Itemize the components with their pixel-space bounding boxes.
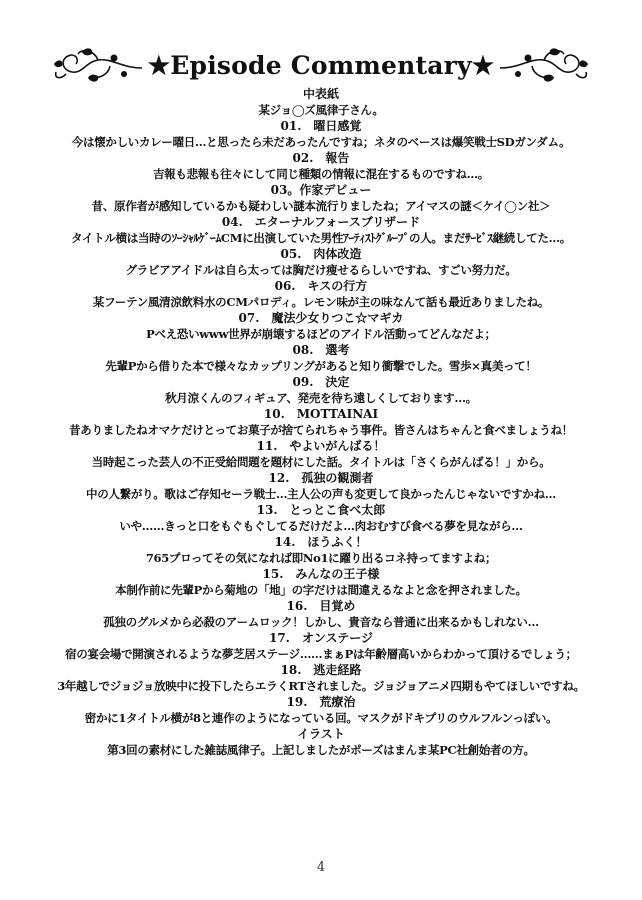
entry-heading: 18. 逃走経路 [280, 663, 362, 677]
entry-heading: 13. とっとこ食べ太郎 [256, 503, 386, 517]
entry-heading: 02. 報告 [292, 151, 350, 165]
page-header [0, 40, 642, 90]
entry-heading: 17. オンステージ [268, 631, 374, 645]
entry-heading: 14. ほうふく！ [274, 535, 368, 549]
entry-text: いや……きっと口をもぐもぐしてるだけだよ…肉おむすび食べる夢を見ながら… [119, 519, 523, 533]
entry-heading: 19. 荒療治 [286, 695, 356, 709]
entry-heading: 04. エターナルフォースブリザード [221, 215, 421, 229]
entry-text: 本制作前に先輩Pから菊地の「地」の字だけは間違えるなよと念を押されました。 [115, 583, 527, 597]
entry-text: 中の人繋がり。歌はご存知セーラ戦士…主人公の声も変更して良かったんじゃないですかね… [86, 487, 556, 501]
entry-heading: 05. 肉体改造 [280, 247, 362, 261]
entry-heading: 06. キスの行方 [274, 279, 368, 293]
entry-text: 孤独のグルメから必殺のアームロック！しかし、貴音なら普通に出来るかもしれない… [103, 615, 539, 629]
entry-heading: 07. 魔法少女りつこ☆マギカ [238, 311, 404, 325]
entry-heading: 10. MOTTAINAI [263, 407, 379, 421]
entry-text: 某ジョ◯ズ風律子さん。 [258, 103, 384, 117]
entry-text: 密かに1タイトル横が8と連作のようになっている回。マスクがドキプリのウルフルンっぽい。 [84, 711, 558, 725]
floral-scroll-icon [52, 44, 144, 86]
entry-heading: 中表紙 [302, 87, 339, 101]
entry-heading: 09. 決定 [292, 375, 350, 389]
entry-text: 765プロってその気になれば即No1に躍り出るコネ持ってますよね； [145, 551, 497, 565]
entry-text: 昔、原作者が感知しているかも疑わしい謎本流行りましたね；アイマスの謎＜ケイ◯ン社＞ [91, 199, 551, 213]
entry-text: 当時起こった芸人の不正受給問題を題材にした話。タイトルは「さくらがんばる！」から。 [91, 455, 551, 469]
entry-heading: 11. やよいがんばる！ [256, 439, 386, 453]
entry-text: 第3回の素材にした雑誌風律子。上記しましたがポーズはまんま某PC社創始者の方。 [107, 743, 535, 757]
commentary-list [20, 86, 622, 758]
page-title: ★Episode Commentary★ [147, 50, 495, 80]
entry-text: 秋月涼くんのフィギュア、発売を待ち遠しくしております…。 [165, 391, 477, 405]
page-number: 4 [316, 860, 326, 875]
entry-heading: 12. 孤独の観測者 [268, 471, 374, 485]
entry-text: 某フーテン風清涼飲料水のCMパロディ。レモン味が主の味なんて話も最近ありましたね。 [92, 295, 550, 309]
entry-text: 吉報も悲報も往々にして同じ種類の情報に混在するものですね…。 [153, 167, 489, 181]
entry-heading: 08. 選考 [292, 343, 350, 357]
entry-text: 宿の宴会場で開演されるような夢芝居ステージ……まぁPは年齢層高いからわかって頂けるでしょう； [65, 647, 577, 661]
entry-text: グラビアアイドルは自ら太っては胸だけ痩せるらしいですね、すごい努力だ。 [125, 263, 517, 277]
entry-text: タイトル横は当時のｿｰｼｬﾙｹﾞｰﾑCMに出演していた男性ｱｰﾃｨｽﾄｸﾞﾙｰﾌﾟの人。まだｻｰﾋﾞｽ継続してた…。 [71, 231, 571, 245]
entry-heading: 03。作家デビュー [270, 183, 372, 197]
entry-text: 先輩Pから借りた本で様々なカップリングがあると知り衝撃でした。雪歩×真美って！ [105, 359, 537, 373]
floral-scroll-icon [498, 44, 590, 86]
entry-heading: 01. 曜日感覚 [280, 119, 362, 133]
entry-text: 昔ありましたねオマケだけとってお菓子が捨てられちゃう事件。皆さんはちゃんと食べましょうね！ [69, 423, 573, 437]
entry-text: Pべえ恐いwww世界が崩壊するほどのアイドル活動ってどんなだよ； [146, 327, 496, 341]
entry-text: 3年越しでジョジョ放映中に投下したらエラくRTされました。ジョジョアニメ四期もやてほしいですね。 [57, 679, 585, 693]
entry-heading: 15. みんなの王子様 [262, 567, 380, 581]
entry-text: 今は懐かしいカレー曜日…と思ったら未だあったんですね；ネタのベースは爆笑戦士SDガンダム。 [71, 135, 571, 149]
entry-heading: イラスト [297, 727, 345, 741]
entry-heading: 16. 目覚め [286, 599, 356, 613]
